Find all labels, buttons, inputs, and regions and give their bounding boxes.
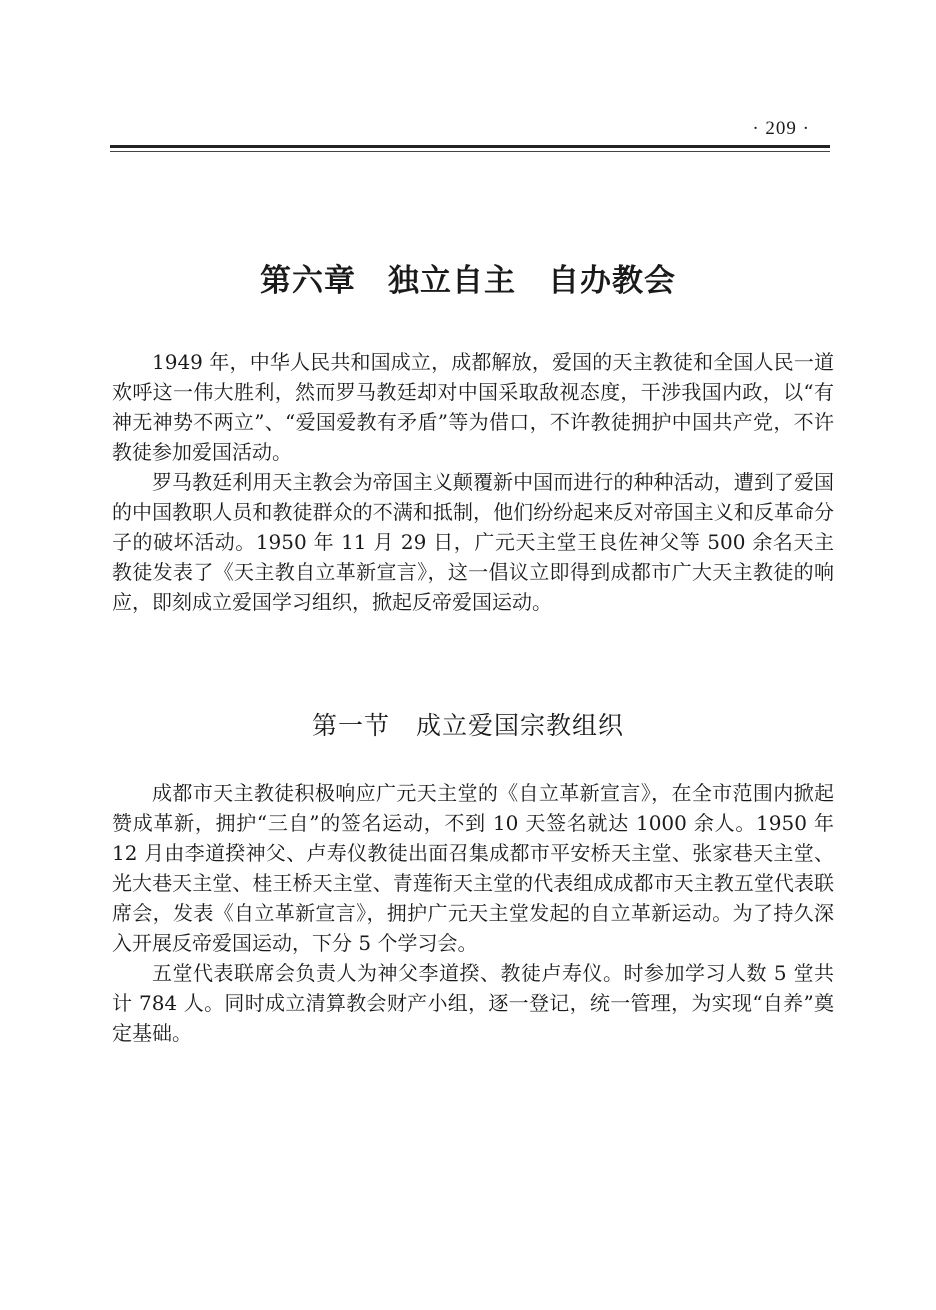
header-rule-thin [110, 151, 830, 152]
chapter-title: 第六章 独立自主 自办教会 [260, 263, 676, 299]
page-number: · 209 · [752, 118, 810, 139]
section-title: 第一节 成立爱国宗教组织 [311, 711, 624, 740]
intro-text [112, 347, 834, 617]
header-rule-thick [110, 145, 830, 148]
intro-paragraph-2: 罗马教廷利用天主教会为帝国主义颠覆新中国而进行的种种活动，遭到了爱国的中国教职人员和教徒群众的不满和抵制，他们纷纷起来反对帝国主义和反革命分子的破坏活动。1950 年 11 月 29 日，广元天主堂王良佐神父等 500 余名天主教徒发表了《天主教自立革新宣言》，这一倡议立即得到成都市广大天主教徒的响应，即刻成立爱国学习组织，掀起反帝爱国运动。 [112, 470, 834, 614]
intro-paragraph-1: 1949 年，中华人民共和国成立，成都解放，爱国的天主教徒和全国人民一道欢呼这一伟大胜利，然而罗马教廷却对中国采取敌视态度，干涉我国内政，以“有神无神势不两立”、“爱国爱教有矛盾”等为借口，不许教徒拥护中国共产党，不许教徒参加爱国活动。 [112, 350, 834, 464]
section-text [112, 778, 834, 1048]
section-paragraph-2: 五堂代表联席会负责人为神父李道揆、教徒卢寿仪。时参加学习人数 5 堂共计 784 人。同时成立清算教会财产小组，逐一登记，统一管理，为实现“自养”奠定基础。 [112, 961, 834, 1045]
section-paragraph-1: 成都市天主教徒积极响应广元天主堂的《自立革新宣言》，在全市范围内掀起赞成革新，拥护“三自”的签名运动，不到 10 天签名就达 1000 余人。1950 年 12 月由李道揆神父、卢寿仪教徒出面召集成都市平安桥天主堂、张家巷天主堂、光大巷天主堂、桂王桥天主堂、青莲衔天主堂的代表组成成都市天主教五堂代表联席会，发表《自立革新宣言》，拥护广元天主堂发起的自立革新运动。为了持久深入开展反帝爱国运动，下分 5 个学习会。 [112, 781, 834, 955]
